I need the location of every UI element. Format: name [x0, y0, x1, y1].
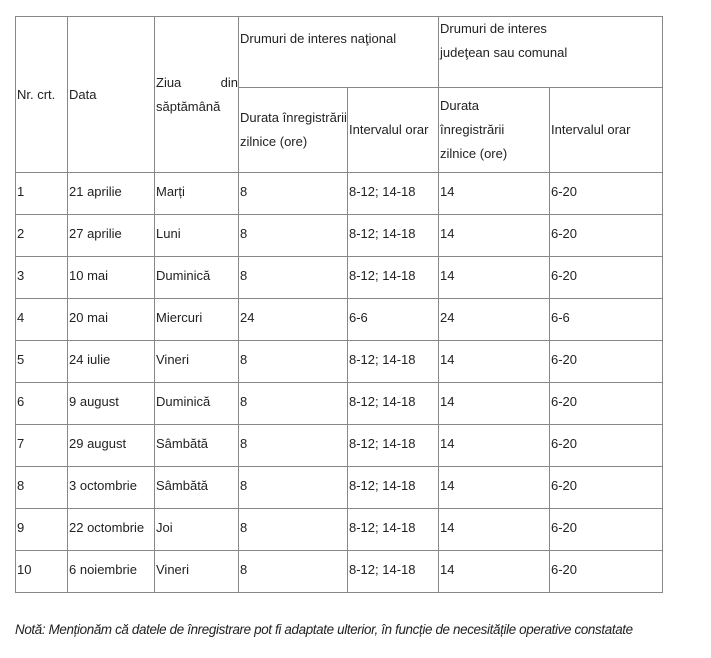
table-body [16, 173, 663, 593]
cell-ziua: Vineri [155, 551, 239, 593]
cell-national-interval: 8-12; 14-18 [348, 257, 439, 299]
header-ziua-line1 [156, 71, 238, 95]
cell-ziua: Duminică [155, 257, 239, 299]
cell-national-duration: 8 [239, 215, 348, 257]
cell-data: 9 august [68, 383, 155, 425]
cell-data: 29 august [68, 425, 155, 467]
cell-nr: 10 [16, 551, 68, 593]
header-national-group: Drumuri de interes naţional [239, 17, 439, 88]
cell-national-duration: 8 [239, 467, 348, 509]
cell-national-interval: 6-6 [348, 299, 439, 341]
cell-ziua: Vineri [155, 341, 239, 383]
cell-local-duration: 14 [439, 173, 550, 215]
cell-local-duration: 14 [439, 551, 550, 593]
cell-national-duration: 8 [239, 341, 348, 383]
cell-data: 10 mai [68, 257, 155, 299]
cell-national-interval: 8-12; 14-18 [348, 341, 439, 383]
table-row [16, 173, 663, 215]
table-row [16, 425, 663, 467]
cell-nr: 1 [16, 173, 68, 215]
cell-local-duration: 14 [439, 341, 550, 383]
cell-data: 3 octombrie [68, 467, 155, 509]
cell-national-interval: 8-12; 14-18 [348, 425, 439, 467]
header-national-interval: Intervalul orar [348, 88, 439, 173]
cell-national-duration: 8 [239, 551, 348, 593]
cell-local-duration: 14 [439, 383, 550, 425]
cell-national-interval: 8-12; 14-18 [348, 383, 439, 425]
cell-national-duration: 8 [239, 173, 348, 215]
cell-nr: 9 [16, 509, 68, 551]
cell-national-duration: 8 [239, 257, 348, 299]
cell-local-interval: 6-20 [550, 215, 663, 257]
header-local-line2: judeţean sau comunal [440, 45, 568, 60]
cell-national-interval: 8-12; 14-18 [348, 467, 439, 509]
cell-local-interval: 6-20 [550, 551, 663, 593]
table-row [16, 467, 663, 509]
cell-nr: 6 [16, 383, 68, 425]
cell-local-interval: 6-20 [550, 509, 663, 551]
cell-ziua: Miercuri [155, 299, 239, 341]
cell-ziua: Luni [155, 215, 239, 257]
cell-nr: 8 [16, 467, 68, 509]
cell-national-duration: 24 [239, 299, 348, 341]
header-local-line1: Drumuri de interes [440, 21, 547, 36]
table-row [16, 215, 663, 257]
table-row [16, 299, 663, 341]
cell-nr: 4 [16, 299, 68, 341]
cell-data: 27 aprilie [68, 215, 155, 257]
header-ziua [155, 17, 239, 173]
header-ziua-word2: din [220, 74, 238, 90]
cell-data: 20 mai [68, 299, 155, 341]
cell-ziua: Marți [155, 173, 239, 215]
header-national-duration: Durata înregistrăriizilnice (ore) [239, 88, 348, 173]
header-local-interval: Intervalul orar [550, 88, 663, 173]
cell-local-interval: 6-6 [550, 299, 663, 341]
cell-national-interval: 8-12; 14-18 [348, 215, 439, 257]
cell-national-interval: 8-12; 14-18 [348, 551, 439, 593]
cell-data: 22 octombrie [68, 509, 155, 551]
table-row [16, 383, 663, 425]
schedule-table [15, 16, 663, 593]
table-row [16, 341, 663, 383]
table-row [16, 257, 663, 299]
cell-nr: 5 [16, 341, 68, 383]
header-data: Data [68, 17, 155, 173]
header-local-group [439, 17, 663, 88]
cell-data: 21 aprilie [68, 173, 155, 215]
header-nr-crt: Nr. crt. [16, 17, 68, 173]
cell-local-interval: 6-20 [550, 257, 663, 299]
cell-local-duration: 14 [439, 257, 550, 299]
cell-local-duration: 24 [439, 299, 550, 341]
cell-ziua: Sâmbătă [155, 467, 239, 509]
cell-local-duration: 14 [439, 509, 550, 551]
cell-nr: 7 [16, 425, 68, 467]
header-row-top [16, 17, 663, 88]
cell-national-duration: 8 [239, 509, 348, 551]
cell-national-interval: 8-12; 14-18 [348, 173, 439, 215]
footnote: Notă: Menționăm că datele de înregistrare pot fi adaptate ulterior, în funcție de necesitățile operative constatate [15, 622, 633, 637]
table-row [16, 509, 663, 551]
cell-local-interval: 6-20 [550, 173, 663, 215]
cell-data: 24 iulie [68, 341, 155, 383]
cell-local-interval: 6-20 [550, 425, 663, 467]
cell-local-duration: 14 [439, 215, 550, 257]
cell-ziua: Duminică [155, 383, 239, 425]
table-row [16, 551, 663, 593]
cell-ziua: Sâmbătă [155, 425, 239, 467]
cell-local-interval: 6-20 [550, 341, 663, 383]
cell-nr: 2 [16, 215, 68, 257]
cell-local-duration: 14 [439, 425, 550, 467]
header-local-duration: Durata înregistrării zilnice (ore) [439, 88, 550, 173]
cell-local-interval: 6-20 [550, 467, 663, 509]
cell-national-interval: 8-12; 14-18 [348, 509, 439, 551]
cell-data: 6 noiembrie [68, 551, 155, 593]
cell-local-duration: 14 [439, 467, 550, 509]
cell-ziua: Joi [155, 509, 239, 551]
cell-nr: 3 [16, 257, 68, 299]
header-ziua-word1: Ziua [156, 74, 182, 90]
cell-local-interval: 6-20 [550, 383, 663, 425]
header-ziua-line2: săptămână [156, 98, 221, 114]
cell-national-duration: 8 [239, 383, 348, 425]
cell-national-duration: 8 [239, 425, 348, 467]
